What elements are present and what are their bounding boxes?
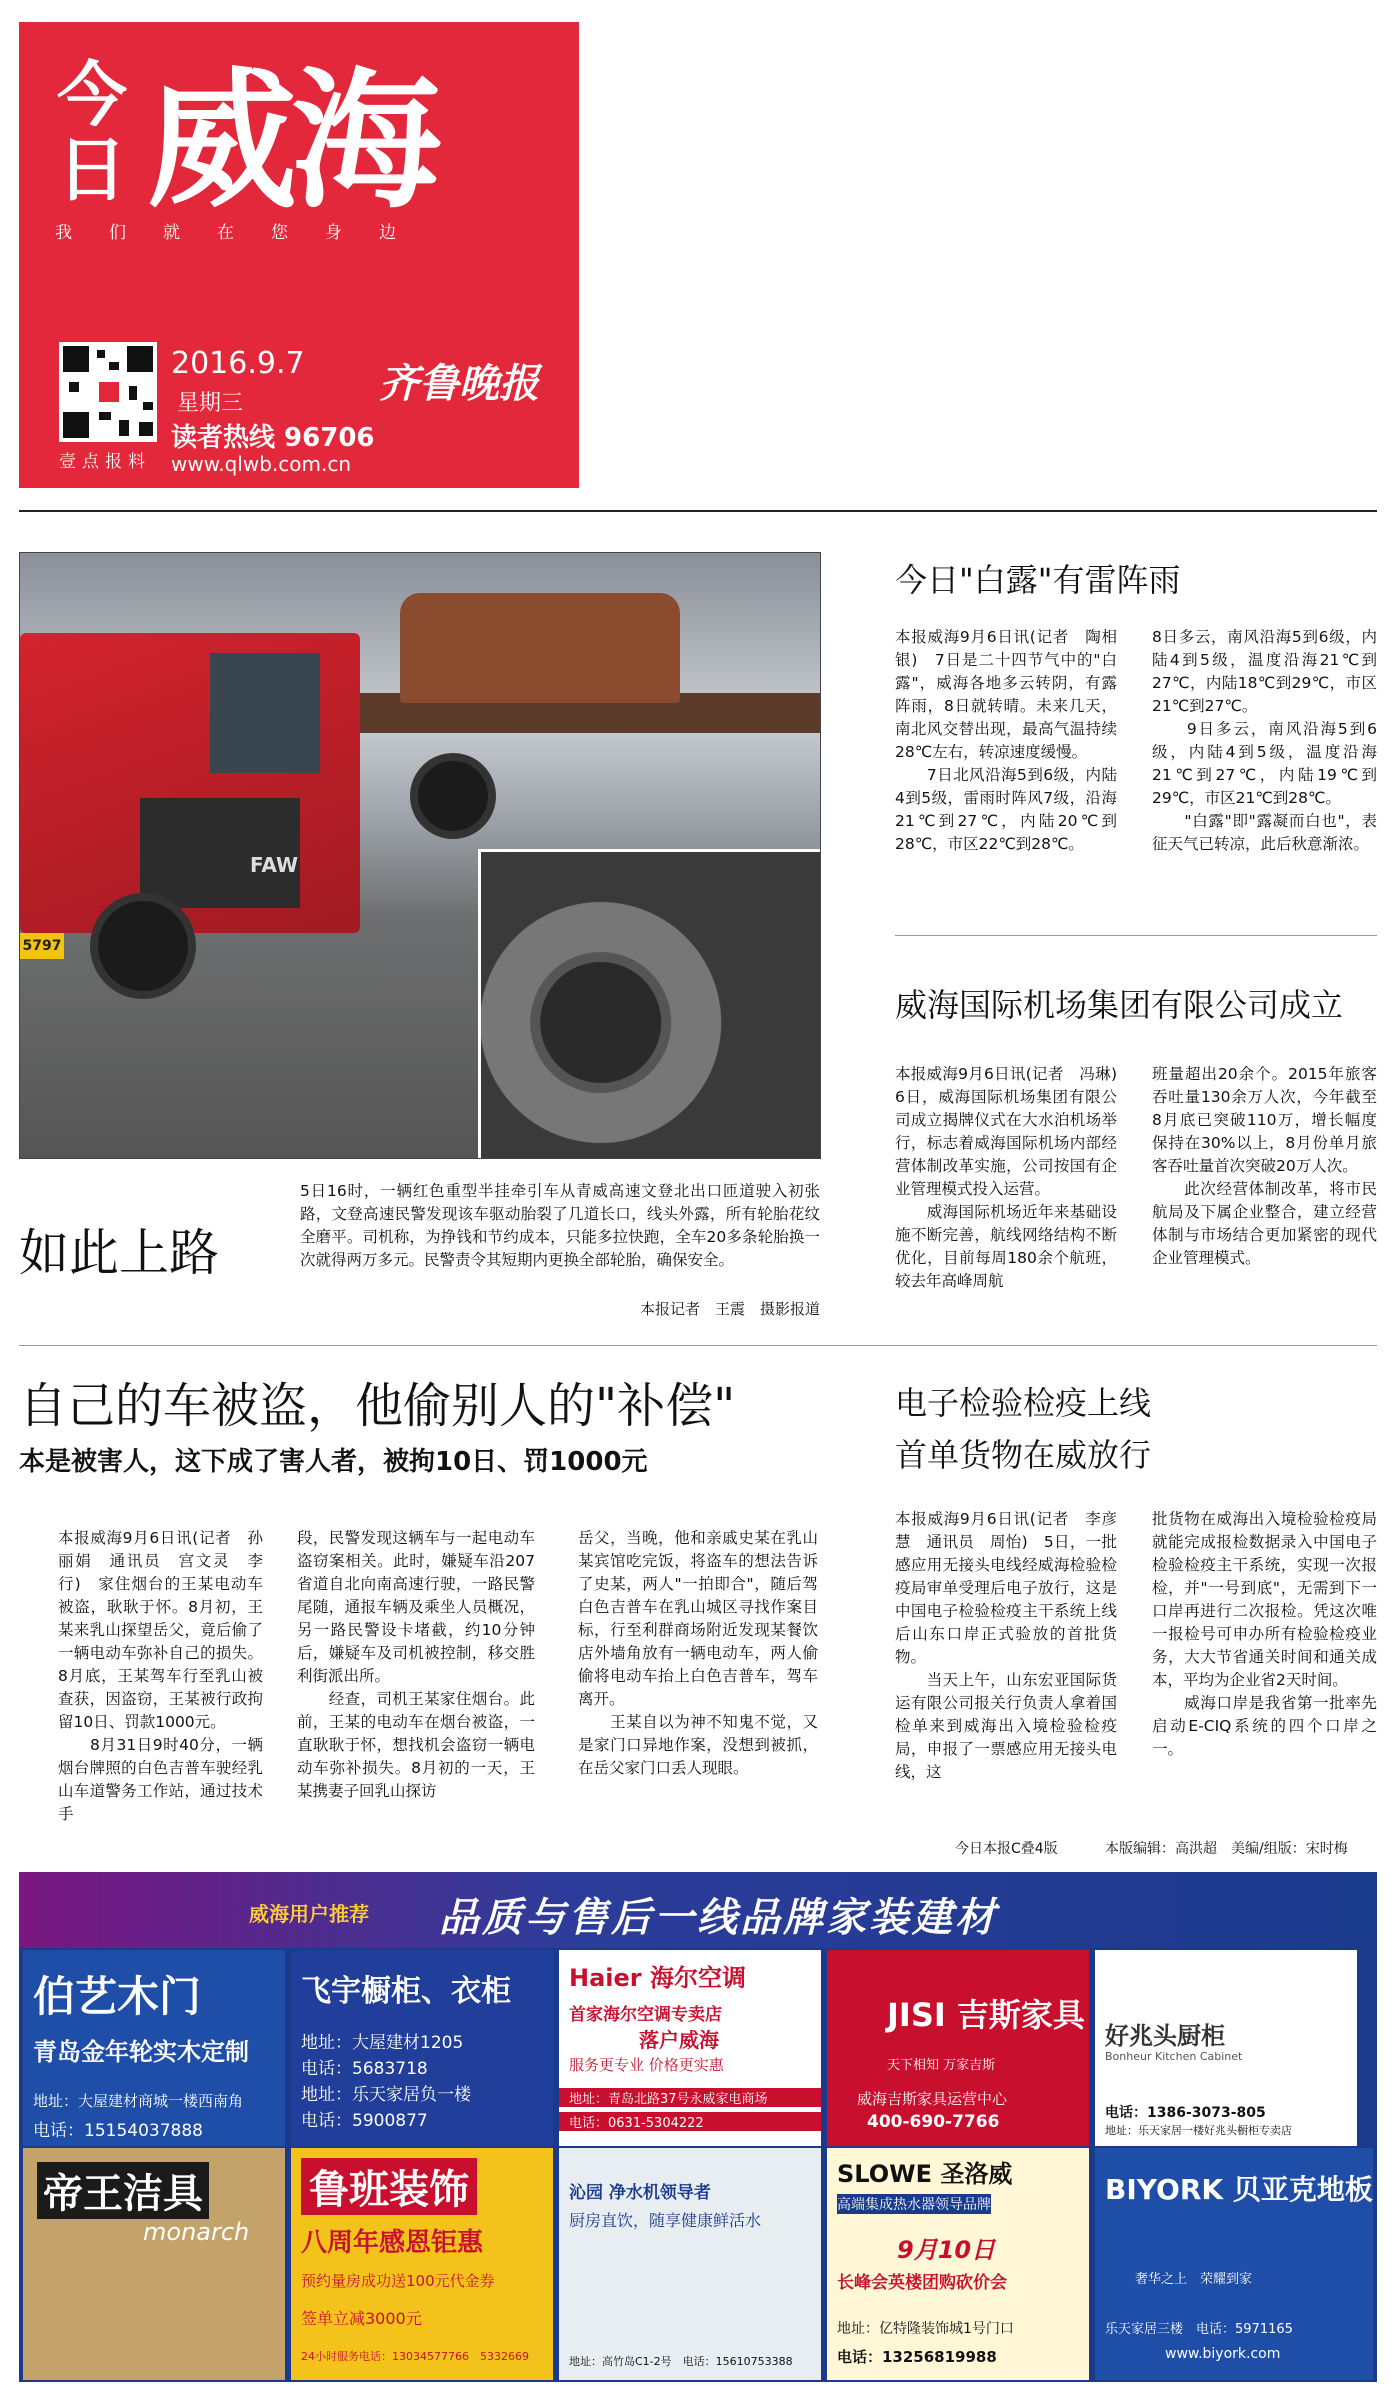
editor-credits: 本版编辑：高洪超 美编/组版：宋时梅 [1105, 1841, 1348, 1857]
ad-banner-title: 品质与售后一线品牌家装建材 [439, 1895, 998, 1941]
ad-boyi-door[interactable]: 伯艺木门 青岛金年轮实木定制 地址：大屋建材商城一楼西南角 电话：15154037888 [23, 1950, 285, 2146]
cargo-shape [400, 593, 680, 703]
qr-label: 壹点报料 [59, 452, 151, 472]
theft-subhead: 本是被害人，这下成了害人者，被拘10日、罚1000元 [19, 1447, 648, 1477]
theft-col-1: 本报威海9月6日讯(记者 孙丽娟 通讯员 宫文灵 李行) 家住烟台的王某电动车被盗，耿耿于怀。8月初，王某来乳山探望岳父，竟后偷了一辆电动车弥补自己的损失。8月底，王某驾车行至乳山被查获，因盗窃，王某被行政拘留10日、罚款1000元。 8月31日9时40分，一辆烟台牌照的白色吉普车驶经乳山车道警务工作站，通过技术手 [58, 1529, 263, 1823]
truck-cab [20, 633, 360, 954]
weather-headline: 今日"白露"有雷阵雨 [895, 561, 1181, 599]
ad-qinyuan-purifier[interactable]: 沁园 净水机领导者 厨房直饮，随享健康鲜活水 地址：高竹岛C1-2号 电话：15610753388 [559, 2148, 821, 2380]
qr-code-icon[interactable] [59, 342, 157, 442]
newspaper-brand: 齐鲁晚报 [379, 360, 539, 407]
wheel-icon [90, 893, 196, 999]
weather-col-1: 本报威海9月6日讯(记者 陶相银) 7日是二十四节气中的"白露"，威海各地多云转阴，有露阵雨，8日就转晴。未来几天，南北风交替出现，最高气温持续28℃左右，转凉速度缓慢。 7日北风沿海5到6级，内陆4到5级，雷雨时阵风7级，沿海21℃到27℃，内陆20℃到28℃，市区22℃到28℃。 [895, 628, 1117, 853]
reader-hotline: 读者热线 96706 [171, 423, 375, 453]
photo-caption: 5日16时，一辆红色重型半挂牵引车从青威高速文登北出口匝道驶入初张路，文登高速民警发现该车驱动胎裂了几道长口，线头外露，所有轮胎花纹全磨平。司机称，为挣钱和节约成本，只能多拉快跑，全车20多条轮胎换一次就得两万多元。民警责令其短期内更换全部轮胎，确保安全。 [300, 1182, 820, 1269]
airport-col-2: 班量超出20余个。2015年旅客吞吐量130余万人次，今年截至8月底已突破110万，增长幅度保持在30%以上，8月份单月旅客吞吐量首次突破20万人次。 此次经营体制改革，将市民航局及下属企业整合，建立经营体制与市场结合更加紧密的现代企业管理模式。 [1152, 1065, 1377, 1267]
ciq-col-2: 批货物在威海出入境检验检疫局就能完成报检数据录入中国电子检验检疫主干系统，实现一次报检，并"一号到底"，无需到下一口岸再进行二次报检。凭这次唯一报检号可申办所有检验检疫业务，大大节省通关时间和通关成本，平均为企业省2天时间。 威海口岸是我省第一批率先启动E-CIQ系统的四个口岸之一。 [1152, 1510, 1377, 1758]
mid-divider [19, 1345, 1377, 1346]
ad-banner [19, 1872, 1377, 1948]
theft-col-3: 岳父，当晚，他和亲戚史某在乳山某宾馆吃完饭，将盗车的想法告诉了史某，两人"一拍即合"，随后驾白色吉普车在乳山城区寻找作案目标，行至利群商场附近发现某餐饮店外墙角放有一辆电动车，两人偷偷将电动车抬上白色吉普车，驾车离开。 王某自以为神不知鬼不觉，又是家门口异地作案，没想到被抓，在岳父家门口丢人现眼。 [578, 1529, 818, 1777]
airport-col-1: 本报威海9月6日讯(记者 冯琳) 6日，威海国际机场集团有限公司成立揭牌仪式在大水泊机场举行，标志着威海国际机场内部经营体制改革实施，公司按国有企业管理模式投入运营。 威海国际机场近年来基础设施不断完善，航线网络结构不断优化，目前每周180余个航班，较去年高峰周航 [895, 1065, 1117, 1290]
airport-headline: 威海国际机场集团有限公司成立 [895, 986, 1344, 1024]
weather-col-2: 8日多云，南风沿海5到6级，内陆4到5级，温度沿海21℃到27℃，内陆18℃到29℃，市区21℃到27℃。 9日多云，南风沿海5到6级，内陆4到5级，温度沿海21℃到27℃，内陆19℃到29℃，市区21℃到28℃。 "白露"即"露凝而白也"，表征天气已转凉，此后秋意渐浓。 [1152, 628, 1377, 853]
ad-jisi-furniture[interactable]: JISI 吉斯家具 天下相知 万家吉斯 威海吉斯家具运营中心 400-690-7766 [827, 1950, 1089, 2146]
license-plate: 5797 [20, 933, 64, 959]
ad-haier-aircon[interactable]: Haier 海尔空调 首家海尔空调专卖店 落户威海 服务更专业 价格更实惠 地址：青岛北路37号永威家电商场 电话：0631-5304222 [559, 1950, 821, 2146]
ad-haozhaotou-kitchen[interactable]: 好兆头厨柜 Bonheur Kitchen Cabinet 电话：1386-3073-805 地址：乐天家居一楼好兆头橱柜专卖店 [1095, 1950, 1357, 2146]
advertisement-block [19, 1872, 1377, 2382]
ad-slowe-heater[interactable]: SLOWE 圣洛威 高端集成热水器领导品牌 9月10日 长峰会英楼团购砍价会 地址：亿特隆装饰城1号门口 电话：13256819988 [827, 2148, 1089, 2380]
top-divider [19, 510, 1377, 512]
page-index-note: 今日本报C叠4版 [955, 1841, 1058, 1857]
issue-date: 2016.9.7 [171, 346, 305, 381]
ad-biyork-flooring[interactable]: BIYORK 贝亚克地板 奢华之上 荣耀到家 乐天家居三楼 电话：5971165 www.biyork.com [1095, 2148, 1373, 2380]
photo-headline: 如此上路 [19, 1224, 219, 1282]
ciq-col-1: 本报威海9月6日讯(记者 李彦慧 通讯员 周怡) 5日，一批感应用无接头电线经威海检验检疫局审单受理后电子放行，这是中国电子检验检疫主干系统上线后山东口岸正式验放的首批货物。 当天上午，山东宏亚国际货运有限公司报关行负责人拿着国检单来到威海出入境检验检疫局，申报了一票感应用无接头电线，这 [895, 1510, 1117, 1781]
faw-logo: FAW [250, 853, 299, 877]
truck-photo [19, 552, 821, 1159]
ciq-headline-2: 首单货物在威放行 [895, 1436, 1152, 1474]
masthead-logo: 威海 [147, 55, 436, 229]
photo-byline: 本报记者 王震 摄影报道 [639, 1300, 820, 1318]
masthead-slogan: 我们就在您身边 [55, 223, 433, 243]
ad-banner-tag: 威海用户推荐 [249, 1902, 369, 1926]
section-divider [895, 935, 1377, 936]
ad-feiyu-cabinet[interactable]: 飞宇橱柜、衣柜 地址：大屋建材1205 电话：5683718 地址：乐天家居负一楼 电话：5900877 [291, 1950, 553, 2146]
issue-weekday: 星期三 [177, 391, 244, 416]
ciq-headline-1: 电子检验检疫上线 [895, 1384, 1152, 1422]
ad-luban-decoration[interactable]: 鲁班装饰 八周年感恩钜惠 预约量房成功送100元代金券 签单立减3000元 24小时服务电话：13034577766 5332669 [291, 2148, 553, 2380]
theft-headline: 自己的车被盗，他偷别人的"补偿" [19, 1378, 736, 1434]
theft-col-2: 段，民警发现这辆车与一起电动车盗窃案相关。此时，嫌疑车沿207省道自北向南高速行驶，一路民警尾随，通报车辆及乘坐人员概况，另一路民警设卡堵截，约10分钟后，嫌疑车及司机被控制，移交胜利街派出所。 经查，司机王某家住烟台。此前，王某的电动车在烟台被盗，一直耿耿于怀，想找机会盗窃一辆电动车弥补损失。8月初的一天，王某携妻子回乳山探访 [297, 1529, 535, 1800]
website-link[interactable]: www.qlwb.com.cn [171, 452, 351, 476]
wheel-icon [410, 753, 496, 839]
masthead-logo-jin: 今 日 [57, 54, 127, 211]
ad-monarch-sanitary[interactable]: 帝王洁具 monarch [23, 2148, 285, 2380]
tire-closeup-photo [478, 849, 821, 1159]
masthead [19, 22, 579, 488]
